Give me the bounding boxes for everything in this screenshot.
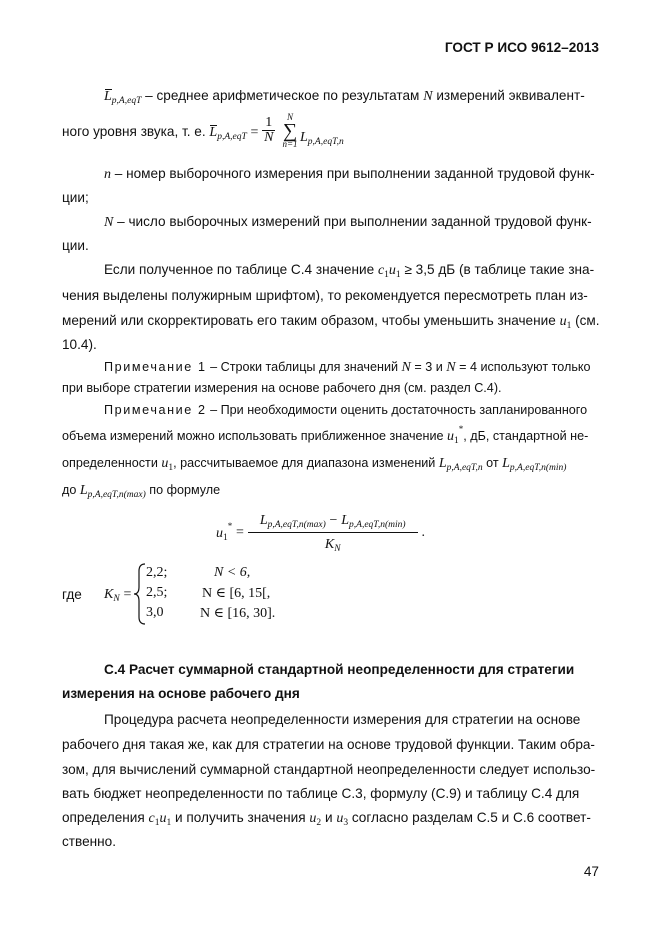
L-symbol: L	[300, 130, 308, 145]
fraction-numerator: 1	[262, 116, 275, 131]
note-2-line2	[62, 424, 599, 446]
page-number: 47	[583, 864, 599, 879]
summation-sign	[282, 113, 298, 149]
subscript: p,A,eqT	[217, 132, 247, 143]
text: , рассчитываемое для диапазона изменений	[173, 456, 436, 470]
kn-row-3-cond: N ∈ [16, 30].	[200, 606, 276, 621]
note-2-line4	[62, 483, 220, 499]
text: до	[62, 483, 77, 497]
paragraph-procedure-line3: зом, для вычислений суммарной стандартной неопределенности следует использо-	[62, 762, 596, 777]
note-2-line3	[62, 456, 599, 472]
comma: .	[421, 525, 425, 540]
text: измерений эквивалент-	[436, 88, 585, 103]
note-1-line1	[104, 360, 599, 376]
text: – номер выборочного измерения при выполнении заданной трудовой функ-	[114, 166, 595, 181]
text: – число выборочных измерений при выполнении заданной трудовой функ-	[117, 214, 592, 229]
subscript: p,A,eqT,n	[307, 137, 344, 147]
text: = 4 используют только	[459, 360, 591, 374]
formula-u1-star	[216, 513, 425, 553]
paragraph-procedure-line6: ственно.	[62, 834, 117, 849]
section-heading-line1	[104, 662, 599, 677]
fraction-denominator: N	[264, 130, 274, 145]
kn-row-2: 2,5;	[146, 585, 168, 600]
kn-where-label: где	[62, 587, 82, 602]
sum-upper-limit: N	[286, 112, 293, 122]
var-N: N	[423, 89, 433, 104]
text: (см.	[575, 313, 600, 328]
sigma-symbol: ∑	[282, 120, 298, 142]
text: – среднее арифметическое по результатам	[145, 88, 420, 103]
u1-term: $u_1$	[559, 314, 572, 331]
mean-level-subscript: p,A,eqT	[111, 96, 142, 106]
paragraph-procedure-line2: рабочего дня такая же, как для стратегии на основе трудовой функции. Таким обра-	[62, 737, 595, 752]
var-N: N	[401, 360, 411, 375]
equals-sign: =	[236, 525, 244, 540]
formula-denominator: $K_N$	[324, 537, 341, 554]
text: определенности	[62, 456, 158, 470]
equals-sign: =	[250, 125, 259, 141]
u1-star-term: $u_1^*$	[447, 424, 464, 446]
sum-lower-limit: n=1	[282, 139, 298, 149]
paragraph-threshold-line2: чения выделены полужирным шрифтом), то рекомендуется пересмотреть план из-	[62, 288, 588, 303]
paragraph-threshold-line1	[104, 262, 599, 279]
var-n: n	[104, 167, 111, 182]
section-heading-line2: измерения на основе рабочего дня	[62, 686, 300, 701]
text: = 3 и	[414, 360, 443, 374]
paragraph-threshold-line3	[62, 313, 599, 330]
paragraph-procedure-line1: Процедура расчета неопределенности измерения для стратегии на основе	[104, 712, 581, 727]
text: по формуле	[149, 483, 221, 497]
c1u1-term: $c_1u_1$	[377, 263, 401, 280]
note-label: Примечание 1	[104, 360, 207, 374]
note-1-line2: при выборе стратегии измерения на основе рабочего дня (см. раздел С.4).	[62, 381, 502, 395]
kn-row-1-cond: N < 6,	[214, 565, 251, 580]
kn-row-1: 2,2;	[146, 565, 168, 580]
summation-term	[300, 129, 344, 146]
definition-n-cont: ции;	[62, 190, 89, 205]
section-number: С.4	[104, 662, 126, 677]
text: и получить значения	[175, 810, 306, 825]
kn-lhs: $K_N$ =	[104, 587, 132, 604]
kn-row-3: 3,0	[146, 605, 164, 620]
section-title: Расчет суммарной стандартной неопределенности для стратегии	[128, 662, 575, 677]
paragraph-procedure-line4: вать бюджет неопределенности по таблице С.3, формулу (С.9) и таблицу С.4 для	[62, 786, 580, 801]
mean-level-symbol: L	[209, 125, 218, 141]
L-n-term: $L_{p,A,eqT,n}$	[438, 456, 483, 473]
formula-fraction	[248, 513, 418, 553]
text: ≥ 3,5 дБ (в таблице такие зна-	[404, 262, 595, 277]
formula-numerator: $L_{p,A,eqT,n(max)} - L_{p,A,eqT,n(min)}$	[248, 513, 418, 533]
u2-term: $u_2$	[309, 811, 322, 828]
text: определения	[62, 810, 145, 825]
c1u1-term: $c_1u_1$	[148, 811, 172, 828]
text: – Строки таблицы для значений	[210, 360, 399, 374]
mean-level-equation-line	[62, 115, 275, 147]
text: ного уровня звука, т. е.	[62, 124, 206, 140]
formula-lhs: $u_1^*$	[216, 520, 233, 543]
u3-term: $u_3$	[336, 811, 349, 828]
var-N: N	[104, 215, 114, 230]
kn-row-2-cond: N ∈ [6, 15[,	[202, 586, 271, 601]
L-min-term: $L_{p,A,eqT,n(min)}$	[502, 456, 567, 473]
u1-term: $u_1$	[161, 456, 174, 473]
text: согласно разделам С.5 и С.6 соответ-	[351, 810, 591, 825]
text: от	[486, 456, 499, 470]
var-N: N	[446, 360, 456, 375]
text: , дБ, стандартной не-	[463, 429, 589, 443]
document-header: ГОСТ Р ИСО 9612–2013	[444, 40, 599, 55]
paragraph-procedure-line5	[62, 810, 599, 827]
L-max-term: $L_{p,A,eqT,n(max)}$	[79, 483, 146, 500]
definition-N	[104, 214, 599, 231]
text: мерений или скорректировать его таким образом, чтобы уменьшить значение	[62, 313, 556, 328]
left-brace	[133, 563, 147, 625]
text: – При необходимости оценить достаточность запланированного	[210, 403, 588, 417]
mean-level-symbol: L	[104, 89, 112, 104]
definition-N-cont: ции.	[62, 238, 89, 253]
fraction-one-over-N	[262, 116, 275, 145]
note-2-line1	[104, 403, 599, 417]
text: Если полученное по таблице С.4 значение	[104, 262, 375, 277]
text: и	[324, 810, 333, 825]
paragraph-threshold-line4: 10.4).	[62, 337, 97, 352]
paragraph-mean-level	[104, 88, 599, 105]
text: объема измерений можно использовать приближенное значение	[62, 429, 444, 443]
definition-n	[104, 166, 599, 183]
note-label: Примечание 2	[104, 403, 207, 417]
